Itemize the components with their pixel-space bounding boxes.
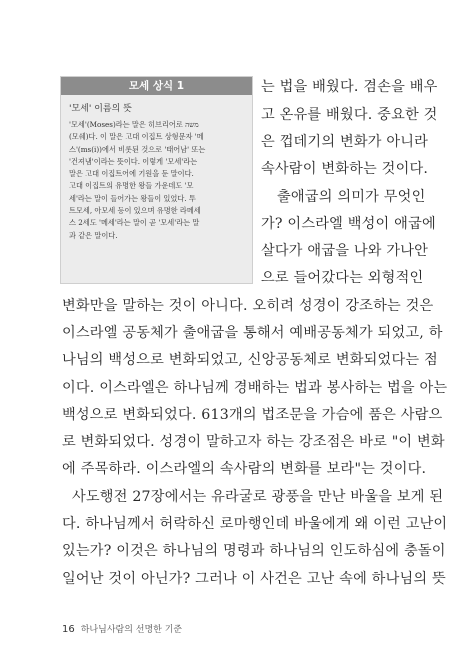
sidebar-line: 세'라는 말이 들어가는 왕들이 있었다. 투 [69,193,196,203]
body-line: 는 법을 배웠다. 겸손을 배우 [261,79,438,95]
sidebar-box [60,76,253,284]
sidebar-line: '건져냄'이라는 뜻이다. 이렇게 '모세'라는 [69,156,198,166]
running-title: 하나님사람의 선명한 기준 [80,625,183,635]
body-line: 에 주목하라. 이스라엘의 속사람의 변화를 보라"는 것이다. [62,461,427,477]
sidebar-line: 트모세, 아모세 등이 있으며 유명한 라메세 [69,206,201,216]
body-line: 살다가 애굽을 나와 가나안 [261,243,429,259]
body-line: 가? 이스라엘 백성이 애굽에 [261,216,436,232]
sidebar-line: 스 2세도 '메세'라는 말이 곧 '모세'라는 말 [69,218,200,228]
sidebar-body [61,95,252,242]
body-line: 은 껍데기의 변화가 아니라 [261,134,429,150]
body-line: 로 변화되었다. 성경이 말하고자 하는 강조점은 바로 "이 변화 [62,434,445,450]
body-line: 변화만을 말하는 것이 아니다. 오히려 성경이 강조하는 것은 [62,298,434,314]
sidebar-line: 말은 고대 이집트어에 기원을 둔 말이다. [69,169,194,179]
body-line: 속사람이 변화하는 것이다. [261,161,429,177]
body-line: 사도행전 27장에서는 유라굴로 광풍을 만난 바울을 보게 된 [72,489,444,505]
body-line: 나님의 백성으로 변화되었고, 신앙공동체로 변화되었다는 점 [62,352,438,368]
body-line: 출애굽의 의미가 무엇인 [277,189,426,205]
sidebar-subtitle: '모세' 이름의 뜻 [69,104,132,114]
body-line: 일어난 것이 아닌가? 그러나 이 사건은 고난 속에 하나님의 뜻 [62,571,446,587]
body-line: 고 온유를 배웠다. 중요한 것 [261,107,438,123]
sidebar-header: 모세 상식 1 [61,77,252,95]
body-line: 이스라엘 공동체가 출애굽을 통해서 예배공동체가 되었고, 하 [62,325,443,341]
sidebar-line: 스'(ms(i))에서 비롯된 것으로 '태어남' 또는 [69,144,206,154]
page-footer [62,622,182,635]
body-line: 백성으로 변화되었다. 613개의 법조문을 가슴에 품은 사람으 [62,407,443,423]
sidebar-line: 과 같은 말이다. [69,230,118,240]
sidebar-text [69,119,244,242]
sidebar-line: (모쉐)다. 이 말은 고대 이집트 상형문자 '메 [69,132,204,142]
sidebar-line: '모세'(Moses)라는 말은 히브리어로 משה [69,120,199,129]
body-line: 다. 하나님께서 허락하신 로마행인데 바울에게 왜 이런 고난이 [62,516,448,532]
body-line: 이다. 이스라엘은 하나님께 경배하는 법과 봉사하는 법을 아는 [62,380,448,396]
page-number: 16 [62,624,75,635]
body-line: 있는가? 이것은 하나님의 명령과 하나님의 인도하심에 충돌이 [62,543,446,559]
sidebar-line: 고대 이집트의 유명한 왕들 가운데도 '모 [69,181,194,191]
body-line: 으로 들어갔다는 외형적인 [261,270,424,286]
